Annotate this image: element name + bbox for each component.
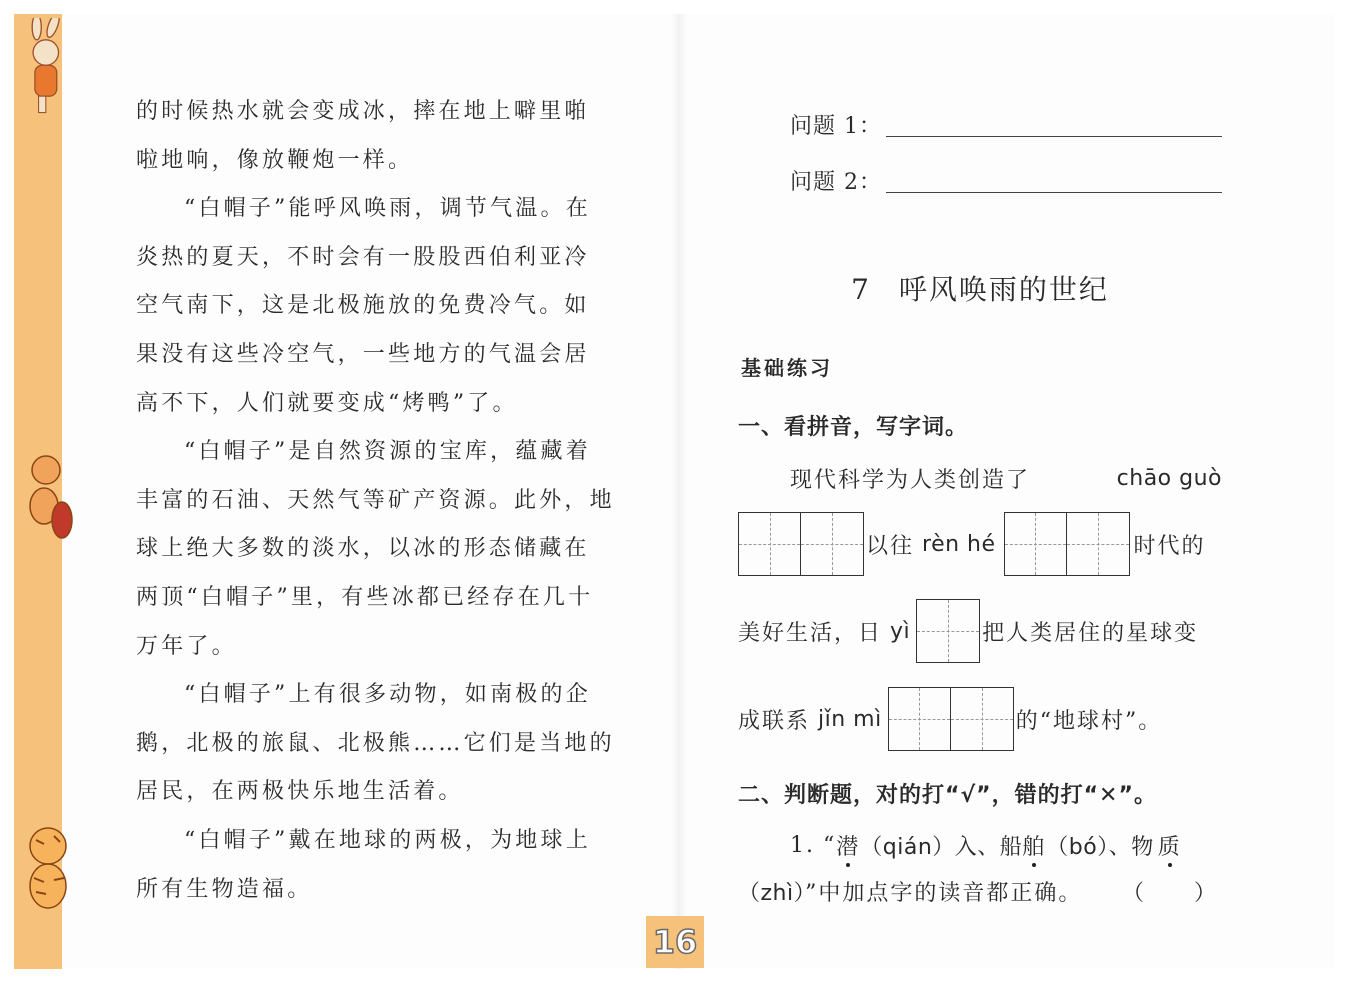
exercise-text: 的“地球村”。 [1015, 708, 1163, 734]
tiger-mascot-icon [14, 818, 74, 918]
grid-cell[interactable] [917, 600, 979, 662]
pinyin: yì [890, 618, 911, 644]
lesson-title [738, 268, 1222, 308]
exercise-2-item-1-line-1 [738, 828, 1222, 862]
exercise-text: 成联系 [738, 708, 811, 734]
question-2-row [738, 152, 1222, 208]
pinyin-text: （bó）、物 [1046, 834, 1154, 860]
grid-cell[interactable] [801, 513, 863, 575]
text-line: 炎热的夏天，不时会有一股股西伯利亚冷 [136, 244, 590, 270]
grid-cell[interactable] [951, 688, 1013, 750]
paragraph [136, 185, 618, 428]
text-line: “白帽子”是自然资源的宝库，蕴藏着 [184, 439, 591, 465]
text-line: 球上绝大多数的淡水，以冰的形态储藏在 [136, 536, 590, 562]
lesson-title-text: 呼风唤雨的世纪 [898, 273, 1109, 306]
writing-grid-2-cell[interactable] [888, 687, 1014, 751]
exercise-text: 时代的 [1133, 533, 1206, 559]
rabbit-mascot-icon [14, 18, 74, 118]
book-gutter [672, 14, 686, 969]
exercise-1-line-1 [738, 460, 1222, 496]
quote-mark: “ [823, 832, 837, 858]
text-line: 果没有这些冷空气，一些地方的气温会居 [136, 341, 590, 367]
text-line: 所有生物造福。 [136, 876, 313, 902]
exercise-text: 以往 [866, 533, 915, 559]
grid-cell[interactable] [889, 688, 951, 750]
pinyin: jǐn mì [818, 706, 882, 732]
text-line: 啦地响，像放鞭炮一样。 [136, 147, 414, 173]
section-basic-practice: 基础练习 [741, 356, 833, 380]
exercise-text: 美好生活，日 [738, 620, 883, 646]
grid-cell[interactable] [739, 513, 801, 575]
question-1-answer-line[interactable] [886, 112, 1222, 137]
grid-cell[interactable] [1005, 513, 1067, 575]
exercise-1-line-4 [738, 687, 1222, 751]
text-line: 万年了。 [136, 633, 237, 659]
question-2-label: 问题 2： [790, 169, 882, 195]
writing-grid-2-cell[interactable] [1004, 512, 1130, 576]
exercise-1-heading: 一、看拼音，写字词。 [738, 415, 969, 440]
text-line: 的时候热水就会变成冰，摔在地上噼里啪 [136, 99, 590, 124]
question-2-answer-line[interactable] [886, 168, 1222, 193]
text-line: 高不下，人们就要变成“烤鸭”了。 [136, 390, 518, 416]
paragraph [136, 428, 618, 671]
right-page-top [738, 96, 1222, 308]
squirrel-mascot-icon [14, 448, 74, 548]
grid-cell[interactable] [1067, 513, 1129, 575]
page-number: 16 [646, 916, 704, 968]
paragraph [136, 817, 618, 914]
left-page-text [136, 88, 618, 914]
exercise-text: ”中加点字的读音都正确。 [805, 880, 1083, 906]
exercise-1-line-2 [738, 512, 1222, 576]
exercise-2-item-1-line-2 [738, 874, 1222, 908]
paragraph [136, 671, 618, 817]
dotted-character: 潜 [836, 830, 860, 861]
lesson-number: 7 [851, 273, 871, 306]
answer-bracket[interactable]: （ ） [1121, 880, 1218, 906]
text-line: 居民，在两极快乐地生活着。 [136, 779, 464, 805]
pinyin: rèn hé [922, 531, 996, 557]
pinyin-text: （qián）入、船 [860, 834, 1023, 860]
question-1-row [738, 96, 1222, 152]
pinyin: chāo guò [1116, 465, 1222, 491]
writing-grid-2-cell[interactable] [738, 512, 864, 576]
pinyin-text: （zhì） [738, 880, 806, 906]
text-line: 两顶“白帽子”里，有些冰都已经存在几十 [136, 584, 594, 610]
dotted-character: 质 [1158, 830, 1182, 861]
writing-grid-1-cell[interactable] [916, 599, 980, 663]
exercise-2-heading: 二、判断题，对的打“√”，错的打“✕”。 [738, 783, 1157, 808]
text-line: “白帽子”戴在地球的两极，为地球上 [184, 827, 591, 853]
text-line: 空气南下，这是北极施放的免费冷气。如 [136, 293, 590, 319]
exercise-1-line-3 [738, 599, 1222, 663]
dotted-character: 舶 [1022, 830, 1046, 861]
question-1-label: 问题 1： [790, 113, 882, 139]
text-line: “白帽子”上有很多动物，如南极的企 [184, 682, 591, 708]
exercise-text: 现代科学为人类创造了 [790, 467, 1031, 493]
paragraph [136, 88, 618, 185]
exercise-text: 把人类居住的星球变 [982, 620, 1199, 646]
text-line: 鹅，北极的旅鼠、北极熊……它们是当地的 [136, 730, 615, 756]
text-line: 丰富的石油、天然气等矿产资源。此外，地 [136, 487, 615, 513]
item-number: 1. [790, 832, 815, 858]
text-line: “白帽子”能呼风唤雨，调节气温。在 [184, 196, 591, 222]
